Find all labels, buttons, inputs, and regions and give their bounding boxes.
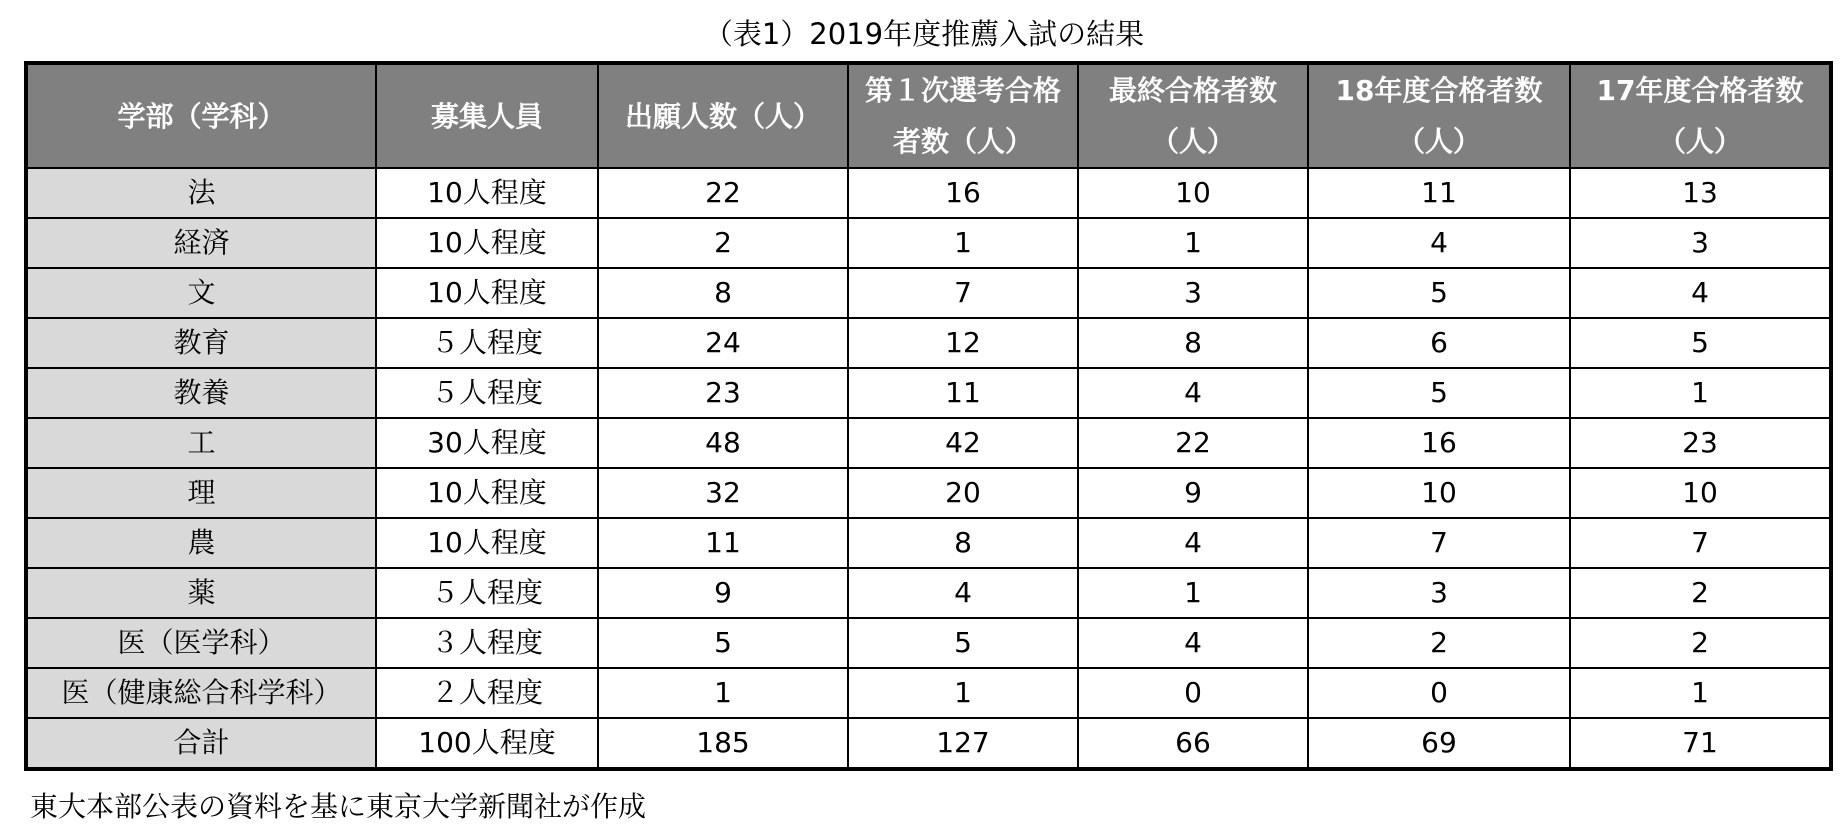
header-label-line1: 17年度合格者数 <box>1596 74 1804 107</box>
cell-passed-2017: 3 <box>1570 218 1831 268</box>
table-row <box>26 518 1831 568</box>
table-row <box>26 568 1831 618</box>
cell-applicants: 9 <box>598 568 848 618</box>
cell-passed-2017: 2 <box>1570 568 1831 618</box>
cell-passed-2018: 4 <box>1308 218 1570 268</box>
cell-applicants: 8 <box>598 268 848 318</box>
table-row <box>26 268 1831 318</box>
cell-first-stage-passed: 20 <box>848 468 1078 518</box>
cell-final-passed: 4 <box>1078 518 1308 568</box>
cell-final-passed: 9 <box>1078 468 1308 518</box>
header-label-line1: 最終合格者数 <box>1108 74 1277 107</box>
cell-applicants: 185 <box>598 718 848 769</box>
header-first-stage-passed <box>848 63 1078 168</box>
cell-passed-2018: 5 <box>1308 268 1570 318</box>
cell-capacity: ３人程度 <box>376 618 598 668</box>
cell-applicants: 2 <box>598 218 848 268</box>
header-label: 募集人員 <box>430 99 543 133</box>
header-capacity <box>376 63 598 168</box>
table-row <box>26 318 1831 368</box>
table-row <box>26 468 1831 518</box>
table-row <box>26 418 1831 468</box>
cell-department: 法 <box>26 168 376 218</box>
cell-applicants: 22 <box>598 168 848 218</box>
cell-capacity: 10人程度 <box>376 218 598 268</box>
cell-applicants: 5 <box>598 618 848 668</box>
cell-department: 薬 <box>26 568 376 618</box>
header-2017-passed <box>1570 63 1831 168</box>
cell-capacity: ５人程度 <box>376 568 598 618</box>
header-row <box>26 63 1831 168</box>
cell-passed-2017: 13 <box>1570 168 1831 218</box>
cell-department: 合計 <box>26 718 376 769</box>
cell-first-stage-passed: 127 <box>848 718 1078 769</box>
cell-capacity: 10人程度 <box>376 518 598 568</box>
cell-final-passed: 1 <box>1078 218 1308 268</box>
cell-capacity: ５人程度 <box>376 318 598 368</box>
cell-passed-2018: 10 <box>1308 468 1570 518</box>
cell-final-passed: 0 <box>1078 668 1308 718</box>
cell-applicants: 11 <box>598 518 848 568</box>
cell-first-stage-passed: 7 <box>848 268 1078 318</box>
cell-passed-2017: 1 <box>1570 368 1831 418</box>
cell-passed-2018: 69 <box>1308 718 1570 769</box>
table-body <box>26 168 1831 769</box>
cell-first-stage-passed: 16 <box>848 168 1078 218</box>
header-2018-passed <box>1308 63 1570 168</box>
cell-passed-2018: 5 <box>1308 368 1570 418</box>
admissions-results-table <box>24 61 1833 771</box>
cell-passed-2018: 7 <box>1308 518 1570 568</box>
header-label-line1: 第１次選考合格 <box>864 74 1061 107</box>
header-label: 学部（学科） <box>117 99 286 133</box>
table-row <box>26 218 1831 268</box>
cell-final-passed: 3 <box>1078 268 1308 318</box>
cell-passed-2017: 4 <box>1570 268 1831 318</box>
cell-applicants: 23 <box>598 368 848 418</box>
cell-final-passed: 22 <box>1078 418 1308 468</box>
cell-capacity: 10人程度 <box>376 168 598 218</box>
cell-department: 工 <box>26 418 376 468</box>
cell-department: 農 <box>26 518 376 568</box>
cell-first-stage-passed: 1 <box>848 218 1078 268</box>
header-department <box>26 63 376 168</box>
cell-first-stage-passed: 1 <box>848 668 1078 718</box>
cell-final-passed: 1 <box>1078 568 1308 618</box>
cell-final-passed: 8 <box>1078 318 1308 368</box>
header-label-line2: （人） <box>1657 125 1742 158</box>
cell-capacity: ５人程度 <box>376 368 598 418</box>
cell-applicants: 24 <box>598 318 848 368</box>
cell-capacity: 100人程度 <box>376 718 598 769</box>
table-row <box>26 668 1831 718</box>
cell-final-passed: 66 <box>1078 718 1308 769</box>
cell-department: 理 <box>26 468 376 518</box>
cell-first-stage-passed: 12 <box>848 318 1078 368</box>
cell-capacity: 10人程度 <box>376 468 598 518</box>
cell-capacity: 10人程度 <box>376 268 598 318</box>
table-row <box>26 618 1831 668</box>
cell-passed-2018: 2 <box>1308 618 1570 668</box>
cell-final-passed: 10 <box>1078 168 1308 218</box>
table-row <box>26 168 1831 218</box>
cell-applicants: 32 <box>598 468 848 518</box>
header-label-line2: 者数（人） <box>892 125 1033 158</box>
cell-final-passed: 4 <box>1078 368 1308 418</box>
total-row <box>26 718 1831 769</box>
cell-capacity: 30人程度 <box>376 418 598 468</box>
cell-passed-2018: 11 <box>1308 168 1570 218</box>
source-note: 東大本部公表の資料を基に東京大学新聞社が作成 <box>30 790 647 823</box>
cell-first-stage-passed: 4 <box>848 568 1078 618</box>
cell-department: 医（医学科） <box>26 618 376 668</box>
cell-passed-2018: 6 <box>1308 318 1570 368</box>
cell-department: 文 <box>26 268 376 318</box>
cell-first-stage-passed: 11 <box>848 368 1078 418</box>
cell-department: 経済 <box>26 218 376 268</box>
cell-passed-2018: 0 <box>1308 668 1570 718</box>
cell-passed-2017: 2 <box>1570 618 1831 668</box>
cell-passed-2017: 1 <box>1570 668 1831 718</box>
cell-passed-2018: 3 <box>1308 568 1570 618</box>
cell-applicants: 1 <box>598 668 848 718</box>
cell-passed-2017: 71 <box>1570 718 1831 769</box>
cell-passed-2017: 7 <box>1570 518 1831 568</box>
header-applicants <box>598 63 848 168</box>
cell-passed-2017: 10 <box>1570 468 1831 518</box>
header-final-passed <box>1078 63 1308 168</box>
cell-department: 医（健康総合科学科） <box>26 668 376 718</box>
header-label-line1: 18年度合格者数 <box>1335 74 1543 107</box>
cell-passed-2018: 16 <box>1308 418 1570 468</box>
cell-passed-2017: 23 <box>1570 418 1831 468</box>
cell-first-stage-passed: 8 <box>848 518 1078 568</box>
header-label-line2: （人） <box>1396 125 1481 158</box>
header-label: 出願人数（人） <box>624 99 821 133</box>
cell-passed-2017: 5 <box>1570 318 1831 368</box>
header-label-line2: （人） <box>1150 125 1235 158</box>
cell-department: 教育 <box>26 318 376 368</box>
table-title: （表1）2019年度推薦入試の結果 <box>703 17 1145 51</box>
cell-first-stage-passed: 42 <box>848 418 1078 468</box>
cell-department: 教養 <box>26 368 376 418</box>
cell-final-passed: 4 <box>1078 618 1308 668</box>
cell-first-stage-passed: 5 <box>848 618 1078 668</box>
table-row <box>26 368 1831 418</box>
cell-capacity: ２人程度 <box>376 668 598 718</box>
cell-applicants: 48 <box>598 418 848 468</box>
